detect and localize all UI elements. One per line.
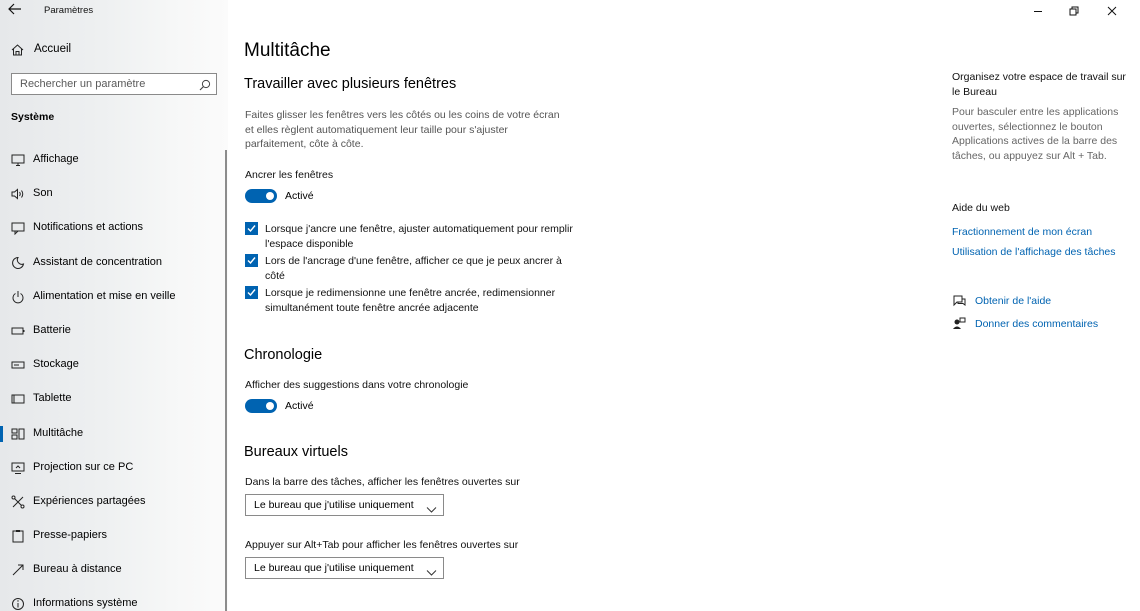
back-arrow-icon: [8, 3, 22, 15]
search-input[interactable]: [12, 74, 192, 94]
sidebar-item-label: Alimentation et mise en veille: [33, 289, 176, 302]
timeline-label: Afficher des suggestions dans votre chronologie: [245, 379, 469, 391]
snap-resize-checkbox[interactable]: [245, 286, 258, 299]
snap-windows-label: Ancrer les fenêtres: [245, 169, 334, 181]
clipboard-icon: [11, 529, 25, 543]
sidebar-item-label: Tablette: [33, 392, 72, 405]
page-title: Multitâche: [244, 40, 331, 61]
sidebar-item-multitache[interactable]: [0, 418, 228, 452]
search-icon[interactable]: [199, 78, 211, 96]
back-button[interactable]: [8, 2, 26, 18]
moon-icon: [11, 256, 25, 270]
select-value: Le bureau que j'utilise uniquement: [254, 562, 414, 574]
sidebar-item-affichage[interactable]: [0, 144, 228, 178]
sidebar-item-label: Presse-papiers: [33, 529, 107, 542]
main-content: [228, 0, 1140, 611]
virtual-desktops-heading: Bureaux virtuels: [244, 444, 348, 460]
chevron-down-icon: [426, 564, 437, 582]
sidebar-item-experiences[interactable]: [0, 486, 228, 520]
snap-windows-toggle[interactable]: [245, 189, 277, 203]
related-heading: Organisez votre espace de travail sur le Bureau: [952, 71, 1126, 98]
toggle-knob: [266, 402, 274, 410]
get-help-link[interactable]: Obtenir de l'aide: [975, 295, 1052, 307]
alttab-windows-label: Appuyer sur Alt+Tab pour afficher les fenêtres ouvertes sur: [245, 539, 519, 551]
sidebar-item-son[interactable]: [0, 178, 228, 212]
storage-icon: [11, 358, 25, 372]
timeline-state: Activé: [285, 400, 314, 412]
select-value: Le bureau que j'utilise uniquement: [254, 499, 414, 511]
sidebar-item-presse-papiers[interactable]: [0, 520, 228, 554]
sidebar-item-label: Stockage: [33, 358, 79, 371]
checkmark-icon: [246, 255, 257, 266]
search-box[interactable]: [11, 73, 217, 95]
snap-assist-label: Lors de l'ancrage d'une fenêtre, afficher ce que je peux ancrer à côté: [265, 255, 562, 282]
snap-fill-checkbox[interactable]: [245, 222, 258, 235]
related-text: Pour basculer entre les applications ouvertes, sélectionnez le bouton Applications actives de la barre des tâches, ou appuyez sur Alt + Tab.: [952, 106, 1119, 162]
minimize-icon: [1032, 5, 1044, 17]
chevron-down-icon: [426, 501, 437, 519]
feedback-link[interactable]: Donner des commentaires: [975, 318, 1099, 330]
sidebar-item-notifications[interactable]: [0, 212, 228, 246]
minimize-button[interactable]: [1032, 4, 1044, 16]
battery-icon: [11, 324, 25, 338]
feedback-icon: [952, 317, 966, 335]
remote-desktop-icon: [11, 563, 25, 577]
web-help-heading: Aide du web: [952, 202, 1010, 214]
sidebar-item-stockage[interactable]: [0, 349, 228, 383]
monitor-icon: [11, 153, 25, 167]
sidebar-item-alimentation[interactable]: [0, 281, 228, 315]
sidebar-item-label: Projection sur ce PC: [33, 460, 134, 473]
link-task-view[interactable]: Utilisation de l'affichage des tâches: [952, 246, 1116, 258]
taskbar-windows-select[interactable]: [245, 494, 444, 516]
section-title: Système: [11, 111, 55, 123]
windows-description: Faites glisser les fenêtres vers les côtés ou les coins de votre écran et elles règlent automatiquement leur taille pour s'ajuster parfaitement, côte à côte.: [245, 109, 560, 150]
close-icon: [1106, 5, 1118, 17]
link-split-screen[interactable]: Fractionnement de mon écran: [952, 226, 1093, 238]
restore-icon: [1068, 5, 1080, 17]
sidebar-item-label: Notifications et actions: [33, 221, 144, 234]
sidebar-nav: [0, 144, 228, 611]
home-nav-item[interactable]: [0, 36, 228, 64]
sidebar-item-label: Batterie: [33, 323, 71, 336]
snap-windows-state: Activé: [285, 190, 314, 202]
checkmark-icon: [246, 223, 257, 234]
taskbar-windows-label: Dans la barre des tâches, afficher les fenêtres ouvertes sur: [245, 476, 520, 488]
windows-section-heading: Travailler avec plusieurs fenêtres: [244, 76, 457, 92]
checkmark-icon: [246, 287, 257, 298]
home-label: Accueil: [34, 43, 72, 55]
close-button[interactable]: [1106, 4, 1118, 16]
home-icon: [11, 43, 24, 61]
help-chat-icon: [952, 294, 966, 312]
tablet-icon: [11, 392, 25, 406]
snap-fill-label: Lorsque j'ancre une fenêtre, ajuster automatiquement pour remplir l'espace disponible: [265, 223, 573, 250]
sidebar-item-label: Multitâche: [33, 426, 84, 439]
sidebar-scrollbar[interactable]: [225, 150, 227, 611]
app-title: Paramètres: [44, 5, 94, 16]
alttab-windows-select[interactable]: [245, 557, 444, 579]
info-icon: [11, 597, 25, 611]
sidebar-item-bureau-distance[interactable]: [0, 554, 228, 588]
sidebar-item-concentration[interactable]: [0, 247, 228, 281]
sidebar-item-projection[interactable]: [0, 452, 228, 486]
sidebar-item-label: Assistant de concentration: [33, 255, 163, 268]
sidebar-item-label: Son: [33, 187, 53, 200]
sidebar-item-informations[interactable]: [0, 588, 228, 611]
timeline-heading: Chronologie: [244, 347, 323, 363]
speaker-icon: [11, 187, 25, 201]
sidebar: [0, 0, 228, 611]
shared-icon: [11, 495, 25, 509]
snap-resize-label: Lorsque je redimensionne une fenêtre ancrée, redimensionner simultanément toute fenêtre ancrée adjacente: [265, 287, 556, 314]
multitask-icon: [11, 427, 25, 441]
timeline-toggle[interactable]: [245, 399, 277, 413]
power-icon: [11, 290, 25, 304]
window-controls: [1030, 0, 1140, 22]
restore-button[interactable]: [1068, 4, 1080, 16]
sidebar-item-label: Informations système: [33, 597, 138, 610]
sidebar-item-label: Expériences partagées: [33, 494, 146, 507]
notification-icon: [11, 221, 25, 235]
sidebar-item-label: Bureau à distance: [33, 563, 122, 576]
title-bar: [0, 0, 228, 22]
sidebar-item-tablette[interactable]: [0, 383, 228, 417]
sidebar-item-batterie[interactable]: [0, 315, 228, 349]
projection-icon: [11, 461, 25, 475]
sidebar-item-label: Affichage: [33, 153, 79, 165]
toggle-knob: [266, 192, 274, 200]
snap-assist-checkbox[interactable]: [245, 254, 258, 267]
